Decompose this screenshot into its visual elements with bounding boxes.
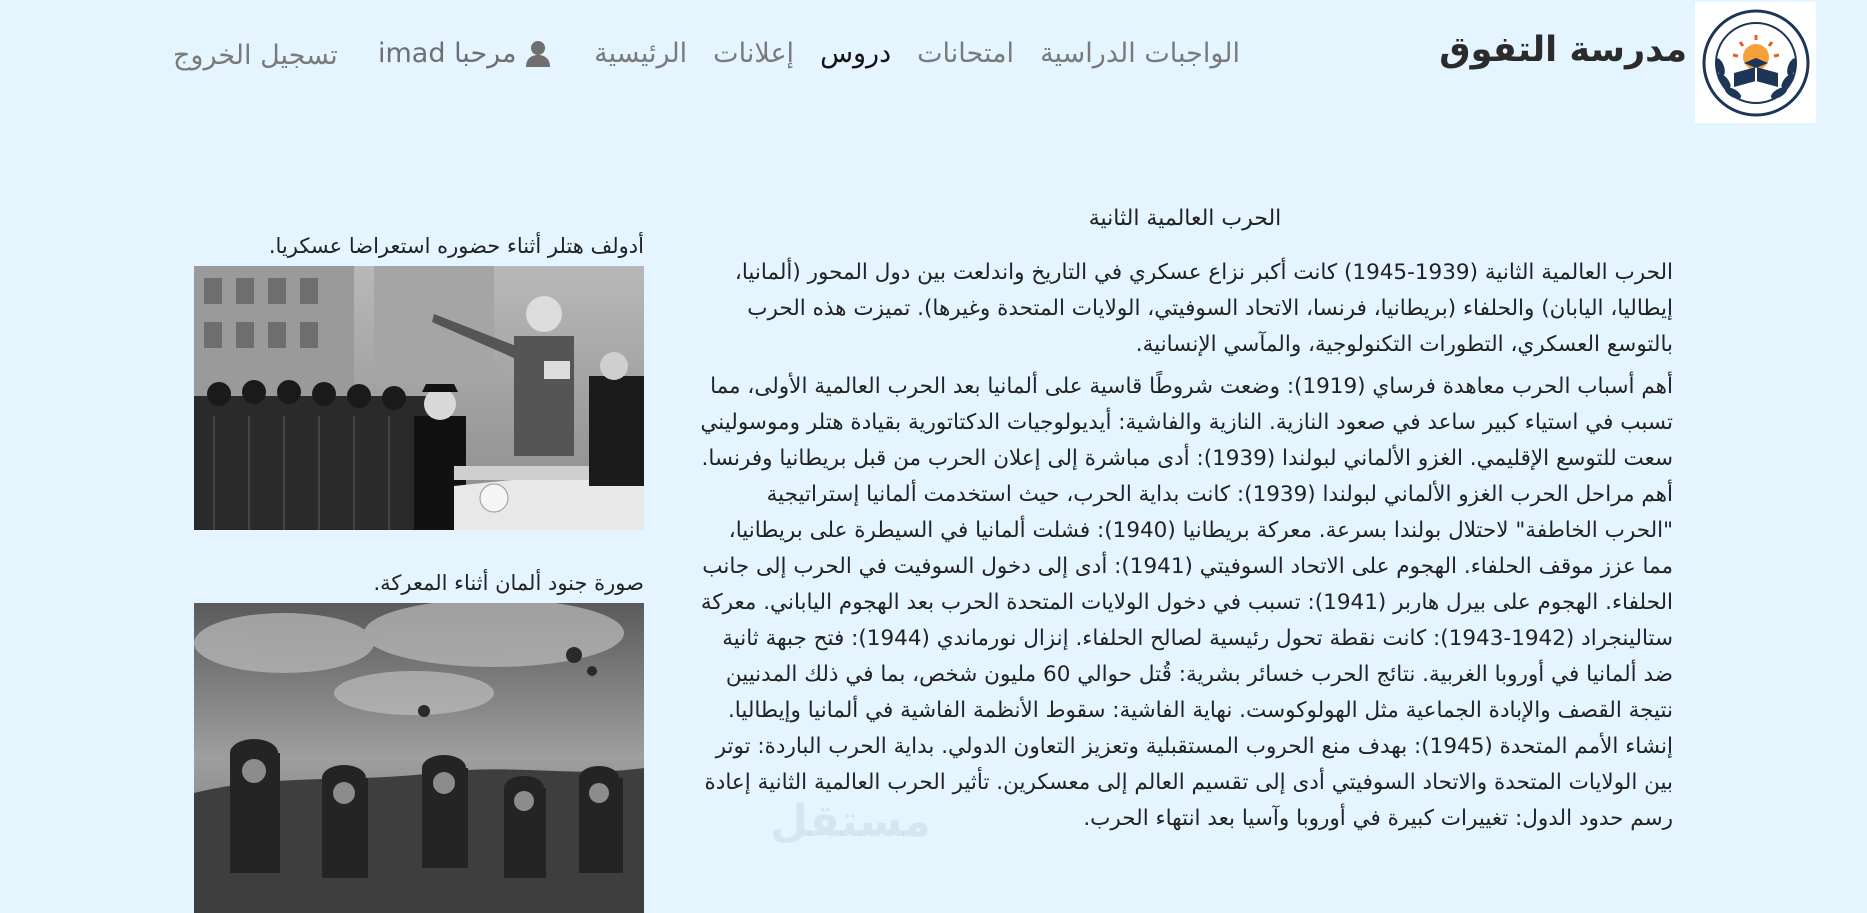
figure-caption: أدولف هتلر أثناء حضوره استعراضا عسكريا. [268, 234, 644, 258]
top-navbar [0, 0, 1867, 125]
faint-watermark: مستقل [770, 796, 931, 847]
nav-announcements[interactable]: إعلانات [713, 38, 795, 69]
user-greeting: مرحبا imad [378, 38, 517, 69]
nav-exams[interactable]: امتحانات [917, 38, 1015, 69]
article-paragraph: الحرب العالمية الثانية (1939-1945) كانت أكبر نزاع عسكري في التاريخ واندلعت بين دول المحور (ألمانيا، إيطاليا، اليابان) والحلفاء (بريطانيا، فرنسا، الاتحاد السوفيتي، الولايات المتحدة وغيرها). تميزت هذه الحرب بالتوسع العسكري، التطورات التكنولوجية، والمآسي الإنسانية. [734, 260, 1673, 357]
nav-homework[interactable]: الواجبات الدراسية [1040, 38, 1240, 69]
soldiers-battle-photo [194, 603, 644, 913]
figure-hitler-parade [194, 234, 644, 530]
hitler-parade-image [194, 266, 644, 530]
user-icon [525, 40, 551, 68]
school-logo-emblem-icon [1700, 7, 1812, 119]
figure-german-soldiers [194, 571, 644, 913]
figure-caption: صورة جنود ألمان أثناء المعركة. [373, 571, 644, 595]
article-paragraph: أهم أسباب الحرب معاهدة فرساي (1919): وضعت شروطًا قاسية على ألمانيا بعد الحرب العالمية الأولى، مما تسبب في استياء كبير ساعد في صعود النازية. النازية والفاشية: أيديولوجيات الدكتاتورية بقيادة هتلر وموسوليني سعت للتوسع الإقليمي. الغزو الألماني لبولندا (1939): أدى مباشرة إلى إعلان الحرب من قبل بريطانيا وفرنسا. أهم مراحل الحرب الغزو الألماني لبولندا (1939): كانت بداية الحرب، حيث استخدمت ألمانيا إستراتيجية "الحرب الخاطفة" لاحتلال بولندا بسرعة. معركة بريطانيا (1940): فشلت ألمانيا في السيطرة على بريطانيا، مما عزز موقف الحلفاء. الهجوم على الاتحاد السوفيتي (1941): أدى إلى دخول السوفيت في الحرب إلى جانب الحلفاء. الهجوم على بيرل هاربر (1941): تسبب في دخول الولايات المتحدة الحرب بعد الهجوم الياباني. معركة ستالينجراد (1942-1943): كانت نقطة تحول رئيسية لصالح الحلفاء. إنزال نورماندي (1944): فتح جبهة ثانية ضد ألمانيا في أوروبا الغربية. نتائج الحرب خسائر بشرية: قُتل حوالي 60 مليون شخص، بما في ذلك المدنيين نتيجة القصف والإبادة الجماعية مثل الهولوكوست. نهاية الفاشية: سقوط الأنظمة الفاشية في ألمانيا وإيطاليا. إنشاء الأمم المتحدة (1945): بهدف منع الحروب المستقبلية وتعزيز التعاون الدولي. بداية الحرب الباردة: توتر بين الولايات المتحدة والاتحاد السوفيتي أدى إلى تقسيم العالم إلى معسكرين. تأثير الحرب العالمية الثانية إعادة رسم حدود الدول: تغييرات كبيرة في أوروبا وآسيا بعد انتهاء الحرب. [700, 374, 1673, 831]
user-menu[interactable] [378, 38, 551, 69]
hitler-parade-photo [194, 266, 644, 530]
nav-lessons[interactable]: دروس [820, 38, 892, 69]
nav-home[interactable]: الرئيسية [594, 38, 688, 69]
lesson-article [697, 206, 1673, 843]
school-brand-name[interactable]: مدرسة التفوق [1439, 30, 1687, 70]
logout-link[interactable]: تسجيل الخروج [173, 40, 338, 71]
main-nav [594, 38, 1240, 69]
soldiers-battle-image [194, 603, 644, 913]
article-title: الحرب العالمية الثانية [1088, 206, 1282, 231]
school-logo[interactable] [1695, 2, 1816, 123]
